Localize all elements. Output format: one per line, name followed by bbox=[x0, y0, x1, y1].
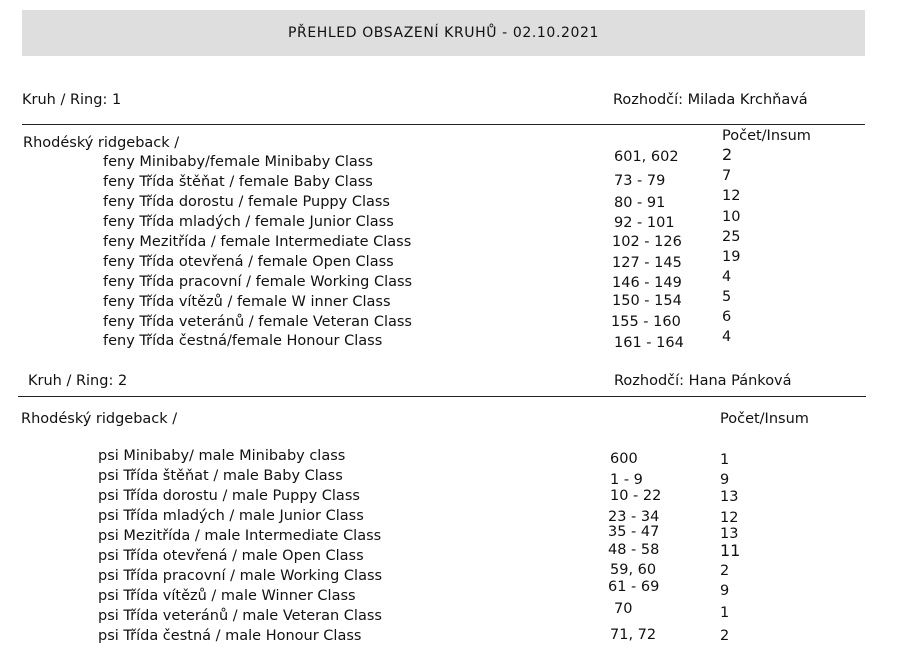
class-name: psi Třída pracovní / male Working Class bbox=[98, 568, 383, 584]
ring-1-breed: Rhodéský ridgeback / bbox=[23, 135, 180, 151]
class-numbers: 146 - 149 bbox=[612, 275, 682, 291]
ring-1-divider bbox=[22, 124, 865, 125]
class-numbers: 23 - 34 bbox=[608, 509, 660, 525]
class-count: 6 bbox=[722, 309, 732, 325]
class-name: psi Třída vítězů / male Winner Class bbox=[98, 588, 356, 604]
page-title: PŘEHLED OBSAZENÍ KRUHŮ - 02.10.2021 bbox=[287, 25, 600, 41]
ring-2-count-header: Počet/Insum bbox=[720, 411, 809, 427]
class-count: 4 bbox=[722, 329, 732, 345]
class-count: 2 bbox=[720, 628, 730, 644]
class-numbers: 10 - 22 bbox=[610, 488, 662, 504]
class-numbers: 1 - 9 bbox=[610, 472, 643, 488]
ring-2-divider bbox=[18, 396, 866, 397]
class-count: 2 bbox=[720, 563, 730, 579]
class-count: 7 bbox=[722, 168, 732, 184]
class-count: 19 bbox=[722, 249, 741, 265]
class-numbers: 150 - 154 bbox=[612, 293, 682, 309]
class-count: 1 bbox=[720, 605, 730, 621]
class-numbers: 73 - 79 bbox=[614, 173, 666, 189]
class-count: 1 bbox=[720, 452, 730, 468]
class-name: psi Minibaby/ male Minibaby class bbox=[98, 448, 346, 464]
class-numbers: 155 - 160 bbox=[611, 314, 681, 330]
class-numbers: 601, 602 bbox=[614, 149, 679, 165]
class-name: psi Třída štěňat / male Baby Class bbox=[98, 468, 343, 484]
class-count: 9 bbox=[720, 583, 730, 599]
class-numbers: 48 - 58 bbox=[608, 542, 660, 558]
class-numbers: 80 - 91 bbox=[614, 195, 666, 211]
class-numbers: 61 - 69 bbox=[608, 579, 660, 595]
class-count: 13 bbox=[720, 526, 739, 542]
class-name: psi Třída čestná / male Honour Class bbox=[98, 628, 362, 644]
class-name: feny Třída mladých / female Junior Class bbox=[103, 214, 394, 230]
class-numbers: 92 - 101 bbox=[614, 215, 675, 231]
class-numbers: 71, 72 bbox=[610, 627, 657, 643]
class-count: 11 bbox=[720, 541, 741, 560]
class-name: feny Třída pracovní / female Working Class bbox=[103, 274, 413, 290]
class-numbers: 35 - 47 bbox=[608, 524, 660, 540]
class-numbers: 127 - 145 bbox=[612, 255, 682, 271]
class-count: 12 bbox=[720, 510, 739, 526]
class-name: psi Mezitřída / male Intermediate Class bbox=[98, 528, 382, 544]
class-numbers: 102 - 126 bbox=[612, 234, 682, 250]
class-name: feny Mezitřída / female Intermediate Class bbox=[103, 234, 412, 250]
class-count: 10 bbox=[722, 209, 741, 225]
class-numbers: 161 - 164 bbox=[614, 335, 684, 351]
ring-2-judge: Rozhodčí: Hana Pánková bbox=[614, 373, 792, 389]
class-count: 9 bbox=[720, 472, 730, 488]
class-numbers: 600 bbox=[610, 451, 638, 467]
class-count: 13 bbox=[720, 489, 739, 505]
class-name: feny Třída čestná/female Honour Class bbox=[103, 333, 383, 349]
ring-2-breed: Rhodéský ridgeback / bbox=[21, 411, 178, 427]
class-numbers: 59, 60 bbox=[610, 562, 657, 578]
class-name: feny Minibaby/female Minibaby Class bbox=[103, 154, 373, 170]
class-numbers: 70 bbox=[614, 601, 633, 617]
ring-1-count-header: Počet/Insum bbox=[722, 128, 811, 144]
class-count: 25 bbox=[722, 229, 741, 245]
ring-2-label: Kruh / Ring: 2 bbox=[28, 373, 128, 389]
class-name: psi Třída dorostu / male Puppy Class bbox=[98, 488, 360, 504]
class-count: 12 bbox=[722, 188, 741, 204]
ring-1-judge: Rozhodčí: Milada Krchňavá bbox=[613, 92, 808, 108]
class-count: 5 bbox=[722, 289, 732, 305]
class-name: feny Třída otevřená / female Open Class bbox=[103, 254, 394, 270]
class-count: 2 bbox=[722, 145, 733, 164]
class-name: feny Třída dorostu / female Puppy Class bbox=[103, 194, 390, 210]
class-name: feny Třída vítězů / female W inner Class bbox=[103, 294, 391, 310]
class-count: 4 bbox=[722, 269, 732, 285]
page-title-bar bbox=[22, 10, 865, 56]
class-name: psi Třída mladých / male Junior Class bbox=[98, 508, 364, 524]
class-name: psi Třída otevřená / male Open Class bbox=[98, 548, 364, 564]
class-name: feny Třída veteránů / female Veteran Class bbox=[103, 314, 412, 330]
class-name: feny Třída štěňat / female Baby Class bbox=[103, 174, 373, 190]
ring-1-label: Kruh / Ring: 1 bbox=[22, 92, 122, 108]
class-name: psi Třída veteránů / male Veteran Class bbox=[98, 608, 382, 624]
